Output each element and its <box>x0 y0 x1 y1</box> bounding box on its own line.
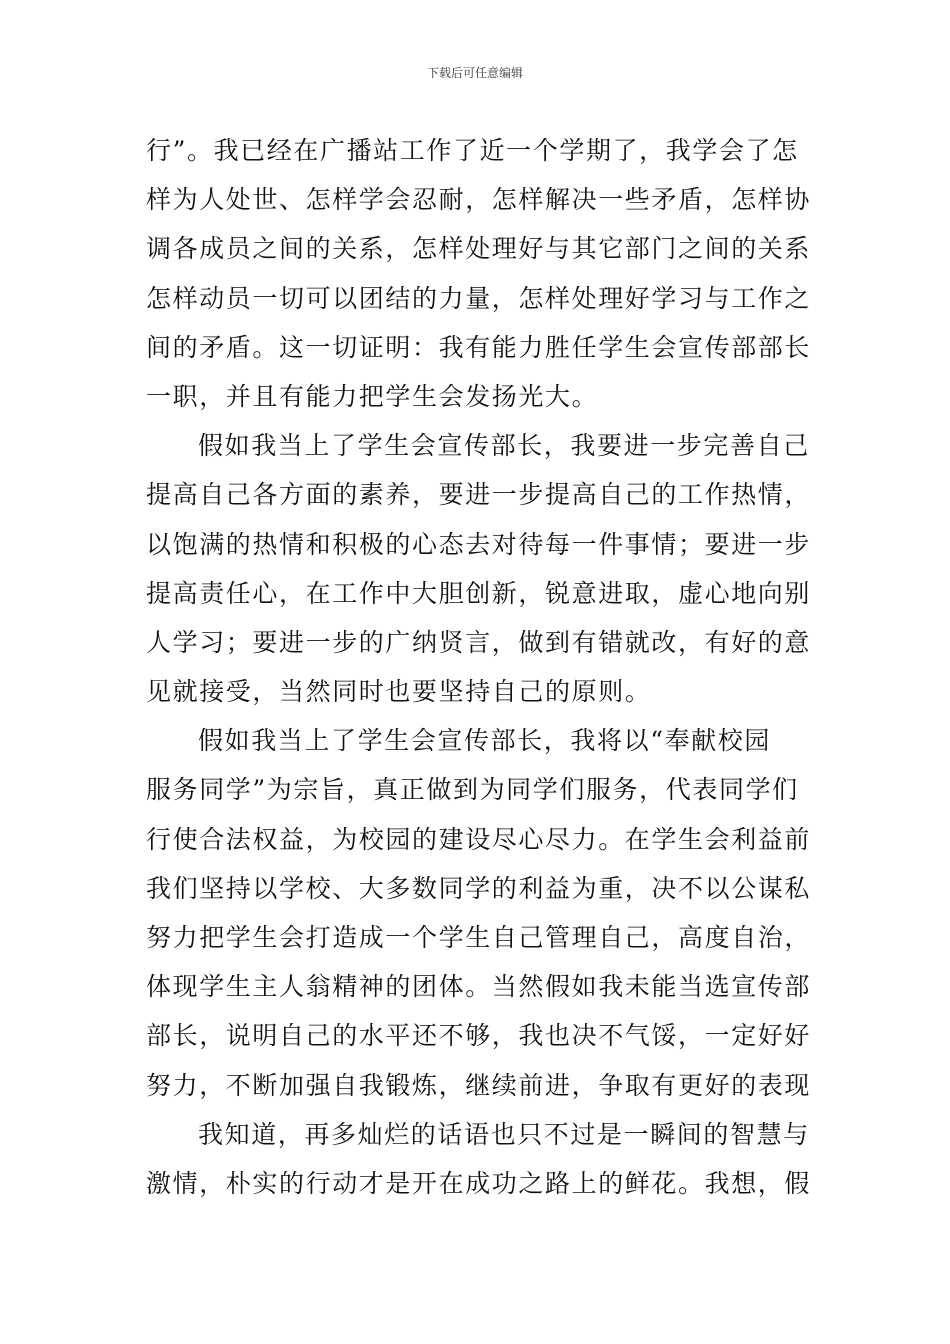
text-line: 怎样动员一切可以团结的力量，怎样处理好学习与工作之 <box>146 283 812 313</box>
text-line: 间的矛盾。这一切证明：我有能力胜任学生会宣传部部长 <box>146 332 812 362</box>
text-line: 提高自己各方面的素养，要进一步提高自己的工作热情， <box>146 480 812 510</box>
paragraph-first-line: 假如我当上了学生会宣传部长，我将以“奉献校园 <box>198 726 771 756</box>
text-line: 努力把学生会打造成一个学生自己管理自己，高度自治， <box>146 923 812 952</box>
text-line: 激情，朴实的行动才是开在成功之路上的鲜花。我想，假 <box>146 1168 812 1198</box>
text-line: 一职，并且有能力把学生会发扬光大。 <box>146 381 599 411</box>
text-line: 提高责任心，在工作中大胆创新，锐意进取，虚心地向别 <box>146 578 812 608</box>
text-line: 行使合法权益，为校园的建设尽心尽力。在学生会利益前 <box>146 824 812 854</box>
text-line: 人学习；要进一步的广纳贤言，做到有错就改，有好的意 <box>146 627 812 657</box>
text-line: 体现学生主人翁精神的团体。当然假如我未能当选宣传部 <box>146 972 812 1002</box>
page-header: 下载后可任意编辑 <box>426 66 523 80</box>
text-line: 努力，不断加强自我锻炼，继续前进，争取有更好的表现 <box>146 1070 812 1100</box>
text-line: 部长，说明自己的水平还不够，我也决不气馁，一定好好 <box>146 1021 812 1051</box>
text-line: 以饱满的热情和积极的心态去对待每一件事情；要进一步 <box>146 529 812 559</box>
text-line: 见就接受，当然同时也要坚持自己的原则。 <box>146 677 652 707</box>
text-line: 行”。我已经在广播站工作了近一个学期了，我学会了怎 <box>146 136 799 165</box>
text-line: 服务同学”为宗旨，真正做到为同学们服务，代表同学们 <box>146 775 799 805</box>
text-line: 样为人处世、怎样学会忍耐，怎样解决一些矛盾，怎样协 <box>146 185 812 215</box>
text-line: 我们坚持以学校、大多数同学的利益为重，决不以公谋私 <box>146 873 812 903</box>
body-text <box>146 126 826 1208</box>
text-line: 调各成员之间的关系，怎样处理好与其它部门之间的关系 <box>146 234 812 264</box>
paragraph-first-line: 假如我当上了学生会宣传部长，我要进一步完善自己 <box>198 431 810 461</box>
paragraph-first-line: 我知道，再多灿烂的话语也只不过是一瞬间的智慧与 <box>198 1119 810 1149</box>
